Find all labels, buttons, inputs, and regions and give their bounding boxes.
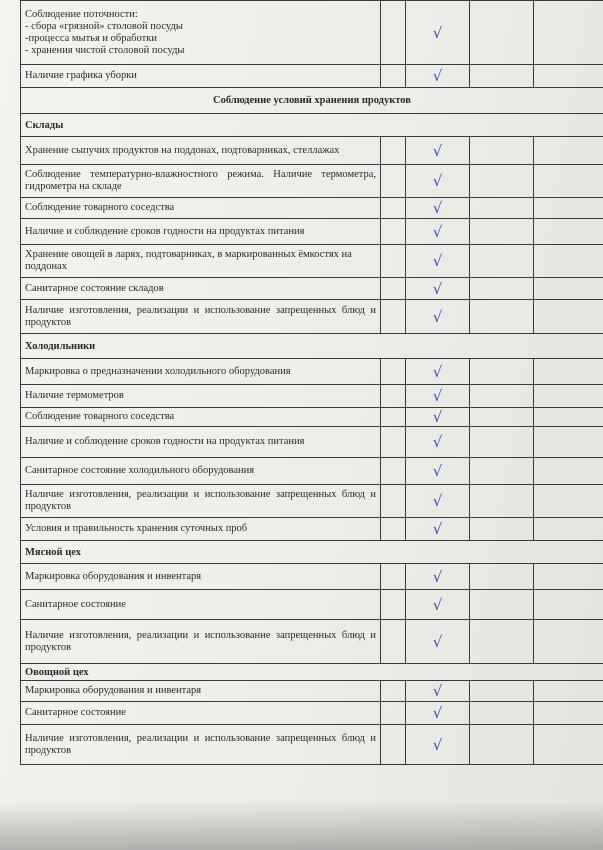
- empty-cell: [534, 359, 603, 385]
- empty-cell: [381, 564, 406, 590]
- flow-line: - сбора «грязной» столовой посуды: [25, 20, 183, 32]
- table-row: [21, 245, 603, 278]
- empty-cell: [470, 219, 534, 245]
- check-cell: [406, 427, 470, 458]
- check-mark-icon: √: [432, 433, 443, 451]
- check-cell: [406, 1, 470, 65]
- check-cell: [406, 408, 470, 427]
- check-mark-icon: √: [432, 682, 443, 700]
- row-label: Наличие и соблюдение сроков годности на продуктах питания: [21, 219, 381, 245]
- empty-cell: [470, 1, 534, 65]
- table-row: [21, 702, 603, 725]
- empty-cell: [381, 518, 406, 541]
- empty-cell: [381, 590, 406, 620]
- empty-cell: [534, 620, 603, 664]
- empty-cell: [534, 198, 603, 219]
- empty-cell: [470, 620, 534, 664]
- empty-cell: [534, 681, 603, 702]
- empty-cell: [381, 725, 406, 765]
- flow-line: -процесса мытья и обработки: [25, 32, 157, 44]
- empty-cell: [381, 65, 406, 88]
- group-title: Мясной цех: [21, 541, 603, 564]
- empty-cell: [470, 458, 534, 485]
- section-heading: Соблюдение условий хранения продуктов: [21, 88, 603, 114]
- empty-cell: [381, 219, 406, 245]
- row-label: Маркировка о предназначении холодильного оборудования: [21, 359, 381, 385]
- check-mark-icon: √: [432, 567, 443, 586]
- check-cell: [406, 278, 470, 300]
- empty-cell: [381, 300, 406, 334]
- check-cell: [406, 590, 470, 620]
- table-row: [21, 518, 603, 541]
- empty-cell: [534, 65, 603, 88]
- empty-cell: [381, 1, 406, 65]
- row-label: Соблюдение товарного соседства: [21, 408, 381, 427]
- check-cell: [406, 564, 470, 590]
- row-label: Соблюдение температурно-влажностного режима. Наличие термометра, гидрометра на складе: [21, 165, 381, 198]
- group-header-row: [21, 664, 603, 681]
- table-row: [21, 219, 603, 245]
- section-row: [21, 88, 603, 114]
- empty-cell: [470, 165, 534, 198]
- empty-cell: [534, 219, 603, 245]
- empty-cell: [534, 702, 603, 725]
- check-mark-icon: √: [432, 595, 443, 614]
- empty-cell: [534, 1, 603, 65]
- empty-cell: [534, 725, 603, 765]
- empty-cell: [381, 427, 406, 458]
- empty-cell: [470, 278, 534, 300]
- empty-cell: [534, 590, 603, 620]
- empty-cell: [470, 427, 534, 458]
- table-row: [21, 278, 603, 300]
- check-mark-icon: √: [432, 172, 443, 190]
- check-cell: [406, 702, 470, 725]
- table-row: [21, 681, 603, 702]
- empty-cell: [470, 359, 534, 385]
- check-cell: [406, 620, 470, 664]
- check-cell: [406, 198, 470, 219]
- check-cell: [406, 485, 470, 518]
- row-label: Маркировка оборудования и инвентаря: [21, 564, 381, 590]
- empty-cell: [534, 137, 603, 165]
- empty-cell: [470, 485, 534, 518]
- check-cell: [406, 518, 470, 541]
- row-label: Наличие термометров: [21, 385, 381, 408]
- check-cell: [406, 165, 470, 198]
- check-mark-icon: √: [432, 141, 443, 160]
- table-row: [21, 620, 603, 664]
- check-mark-icon: √: [432, 520, 443, 538]
- empty-cell: [381, 245, 406, 278]
- empty-cell: [470, 590, 534, 620]
- group-header-row: [21, 114, 603, 137]
- table-row: [21, 300, 603, 334]
- check-mark-icon: √: [432, 199, 443, 217]
- empty-cell: [534, 485, 603, 518]
- table-row: [21, 458, 603, 485]
- check-cell: [406, 385, 470, 408]
- group-title: Овощной цех: [21, 664, 603, 681]
- check-mark-icon: √: [432, 362, 443, 381]
- check-mark-icon: √: [432, 23, 443, 42]
- empty-cell: [534, 278, 603, 300]
- check-mark-icon: √: [432, 735, 443, 754]
- row-label: Наличие изготовления, реализации и использование запрещенных блюд и продуктов: [21, 485, 381, 518]
- check-cell: [406, 300, 470, 334]
- empty-cell: [470, 702, 534, 725]
- empty-cell: [381, 385, 406, 408]
- row-label: Санитарное состояние: [21, 590, 381, 620]
- empty-cell: [470, 385, 534, 408]
- row-label: Наличие и соблюдение сроков годности на продуктах питания: [21, 427, 381, 458]
- check-cell: [406, 65, 470, 88]
- empty-cell: [470, 137, 534, 165]
- check-mark-icon: √: [432, 279, 443, 298]
- empty-cell: [534, 518, 603, 541]
- row-label: Санитарное состояние: [21, 702, 381, 725]
- inspection-checklist-table: [20, 0, 603, 765]
- table-row: [21, 385, 603, 408]
- empty-cell: [381, 137, 406, 165]
- row-label: Соблюдение товарного соседства: [21, 198, 381, 219]
- empty-cell: [381, 198, 406, 219]
- page-shadow: [0, 800, 603, 850]
- empty-cell: [534, 408, 603, 427]
- empty-cell: [534, 245, 603, 278]
- check-cell: [406, 458, 470, 485]
- empty-cell: [381, 359, 406, 385]
- row-label: Хранение овощей в ларях, подтоварниках, в маркированных ёмкостях на поддонах: [21, 245, 381, 278]
- empty-cell: [470, 245, 534, 278]
- table-row: [21, 1, 603, 65]
- row-label: Наличие графика уборки: [21, 65, 381, 88]
- check-mark-icon: √: [432, 408, 443, 426]
- check-mark-icon: √: [432, 492, 443, 510]
- check-mark-icon: √: [432, 307, 443, 326]
- group-header-row: [21, 334, 603, 359]
- check-cell: [406, 359, 470, 385]
- empty-cell: [381, 278, 406, 300]
- row-label: Маркировка оборудования и инвентаря: [21, 681, 381, 702]
- check-cell: [406, 245, 470, 278]
- empty-cell: [534, 427, 603, 458]
- table-row: [21, 725, 603, 765]
- row-label: Условия и правильность хранения суточных проб: [21, 518, 381, 541]
- check-mark-icon: √: [432, 222, 443, 241]
- empty-cell: [381, 165, 406, 198]
- table-row: [21, 165, 603, 198]
- row-label: Наличие изготовления, реализации и использование запрещенных блюд и продуктов: [21, 620, 381, 664]
- check-cell: [406, 137, 470, 165]
- group-header-row: [21, 541, 603, 564]
- table-row: [21, 564, 603, 590]
- flow-title: Соблюдение поточности:: [25, 8, 138, 20]
- check-mark-icon: √: [432, 462, 443, 480]
- empty-cell: [381, 681, 406, 702]
- empty-cell: [470, 408, 534, 427]
- check-mark-icon: √: [432, 67, 443, 85]
- empty-cell: [470, 681, 534, 702]
- group-title: Склады: [21, 114, 603, 137]
- empty-cell: [470, 300, 534, 334]
- table-row: [21, 590, 603, 620]
- flow-compliance-cell: [21, 1, 381, 65]
- flow-line: - хранения чистой столовой посуды: [25, 44, 185, 56]
- empty-cell: [534, 300, 603, 334]
- empty-cell: [534, 458, 603, 485]
- empty-cell: [470, 198, 534, 219]
- check-cell: [406, 681, 470, 702]
- empty-cell: [381, 702, 406, 725]
- check-cell: [406, 725, 470, 765]
- row-label: Наличие изготовления, реализации и использование запрещенных блюд и продуктов: [21, 300, 381, 334]
- table-row: [21, 427, 603, 458]
- empty-cell: [381, 485, 406, 518]
- check-cell: [406, 219, 470, 245]
- empty-cell: [381, 408, 406, 427]
- row-label: Санитарное состояние холодильного оборудования: [21, 458, 381, 485]
- empty-cell: [534, 385, 603, 408]
- table-row: [21, 485, 603, 518]
- empty-cell: [470, 564, 534, 590]
- empty-cell: [534, 564, 603, 590]
- row-label: Наличие изготовления, реализации и использование запрещенных блюд и продуктов: [21, 725, 381, 765]
- check-mark-icon: √: [432, 632, 443, 651]
- check-mark-icon: √: [432, 252, 443, 270]
- table-row: [21, 65, 603, 88]
- row-label: Хранение сыпучих продуктов на поддонах, подтоварниках, стеллажах: [21, 137, 381, 165]
- empty-cell: [381, 458, 406, 485]
- table-row: [21, 408, 603, 427]
- row-label: Санитарное состояние складов: [21, 278, 381, 300]
- empty-cell: [534, 165, 603, 198]
- check-mark-icon: √: [432, 387, 443, 405]
- empty-cell: [381, 620, 406, 664]
- empty-cell: [470, 65, 534, 88]
- group-title: Холодильники: [21, 334, 603, 359]
- empty-cell: [470, 725, 534, 765]
- check-mark-icon: √: [432, 704, 443, 722]
- empty-cell: [470, 518, 534, 541]
- table-row: [21, 198, 603, 219]
- table-row: [21, 137, 603, 165]
- table-row: [21, 359, 603, 385]
